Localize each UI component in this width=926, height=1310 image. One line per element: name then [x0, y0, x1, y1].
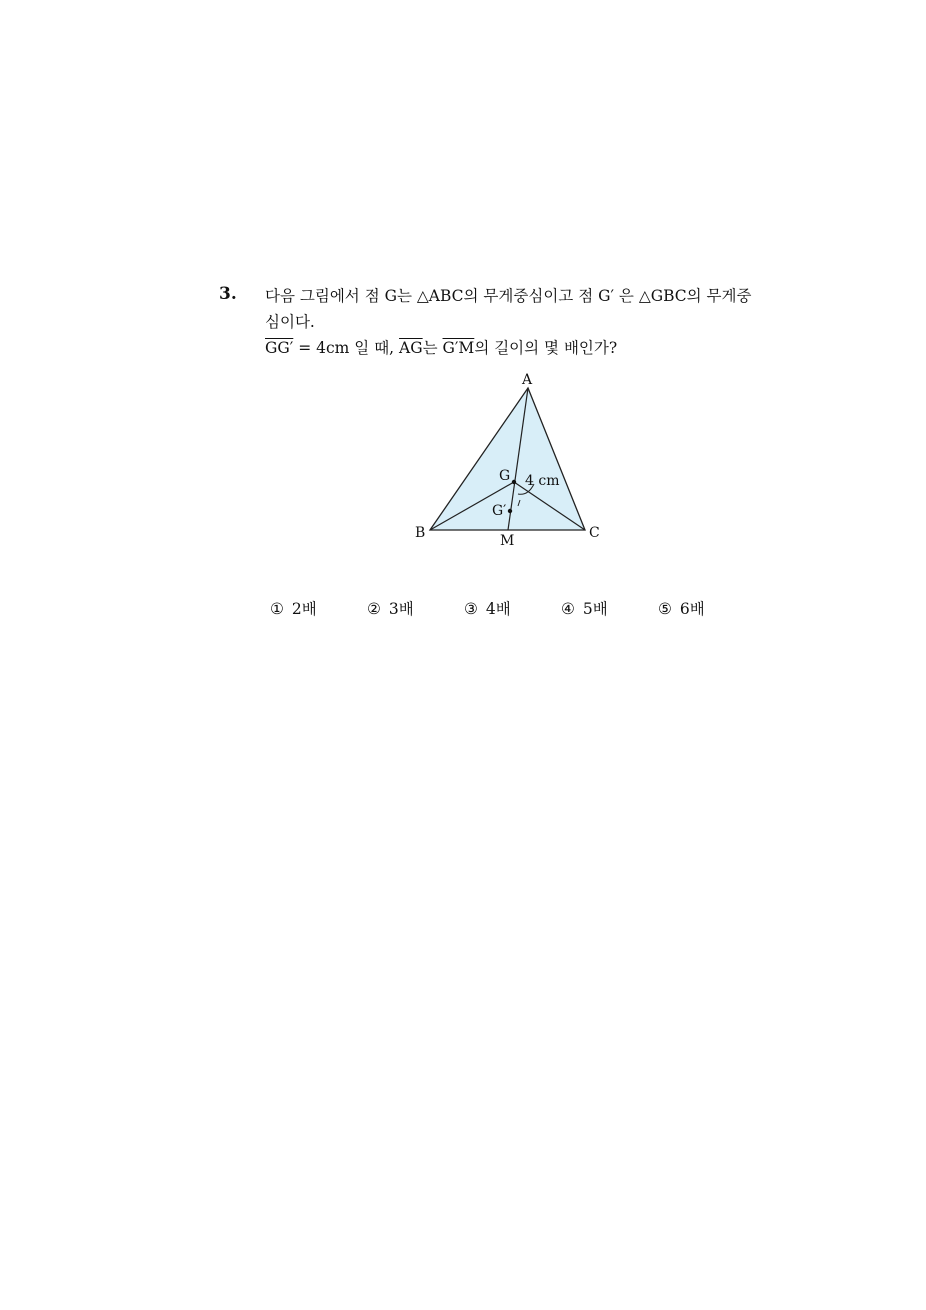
choice-2[interactable] — [367, 597, 414, 619]
question-text-line-2: 심이다. — [265, 313, 315, 331]
question-text-line-3 — [265, 338, 617, 358]
choice-marker: ⑤ — [658, 600, 672, 618]
choice-marker: ③ — [464, 600, 478, 618]
segment-ag: $\overline{AG}$ — [399, 339, 423, 357]
choice-text: 4배 — [485, 600, 511, 618]
choice-marker: ② — [367, 600, 381, 618]
label-a: A — [522, 372, 533, 388]
label-g: G — [499, 468, 511, 484]
segment-gg-prime: GG′ — [265, 339, 294, 357]
choice-4[interactable] — [561, 597, 608, 619]
label-m: M — [500, 533, 515, 549]
choice-5[interactable] — [658, 597, 705, 619]
point-g — [512, 480, 516, 484]
choice-text: 6배 — [679, 600, 705, 618]
choice-marker: ④ — [561, 600, 575, 618]
label-length: 4 cm — [525, 473, 560, 489]
label-g-prime: G′ — [492, 503, 507, 519]
label-c: C — [589, 525, 600, 541]
triangle-diagram — [400, 368, 620, 558]
triangle-figure — [400, 368, 620, 558]
choice-3[interactable] — [464, 597, 511, 619]
segment-g-prime-m: G′M — [442, 339, 475, 357]
question-number: 3. — [219, 284, 237, 304]
question-ending-text: 의 길이의 몇 배인가? — [474, 339, 618, 357]
question-text-line-1: 다음 그림에서 점 G는 △ABC의 무게중심이고 점 G′ 은 △GBC의 무게중 — [265, 287, 752, 305]
choice-text: 2배 — [291, 600, 317, 618]
particle-text: 는 — [422, 339, 443, 357]
choice-marker: ① — [270, 600, 284, 618]
choice-1[interactable] — [270, 597, 317, 619]
choice-text: 5배 — [582, 600, 608, 618]
label-b: B — [415, 525, 426, 541]
point-g-prime — [508, 509, 512, 513]
triangle-abc — [430, 388, 585, 530]
condition-text: = 4cm 일 때, — [293, 339, 400, 357]
choice-text: 3배 — [388, 600, 414, 618]
